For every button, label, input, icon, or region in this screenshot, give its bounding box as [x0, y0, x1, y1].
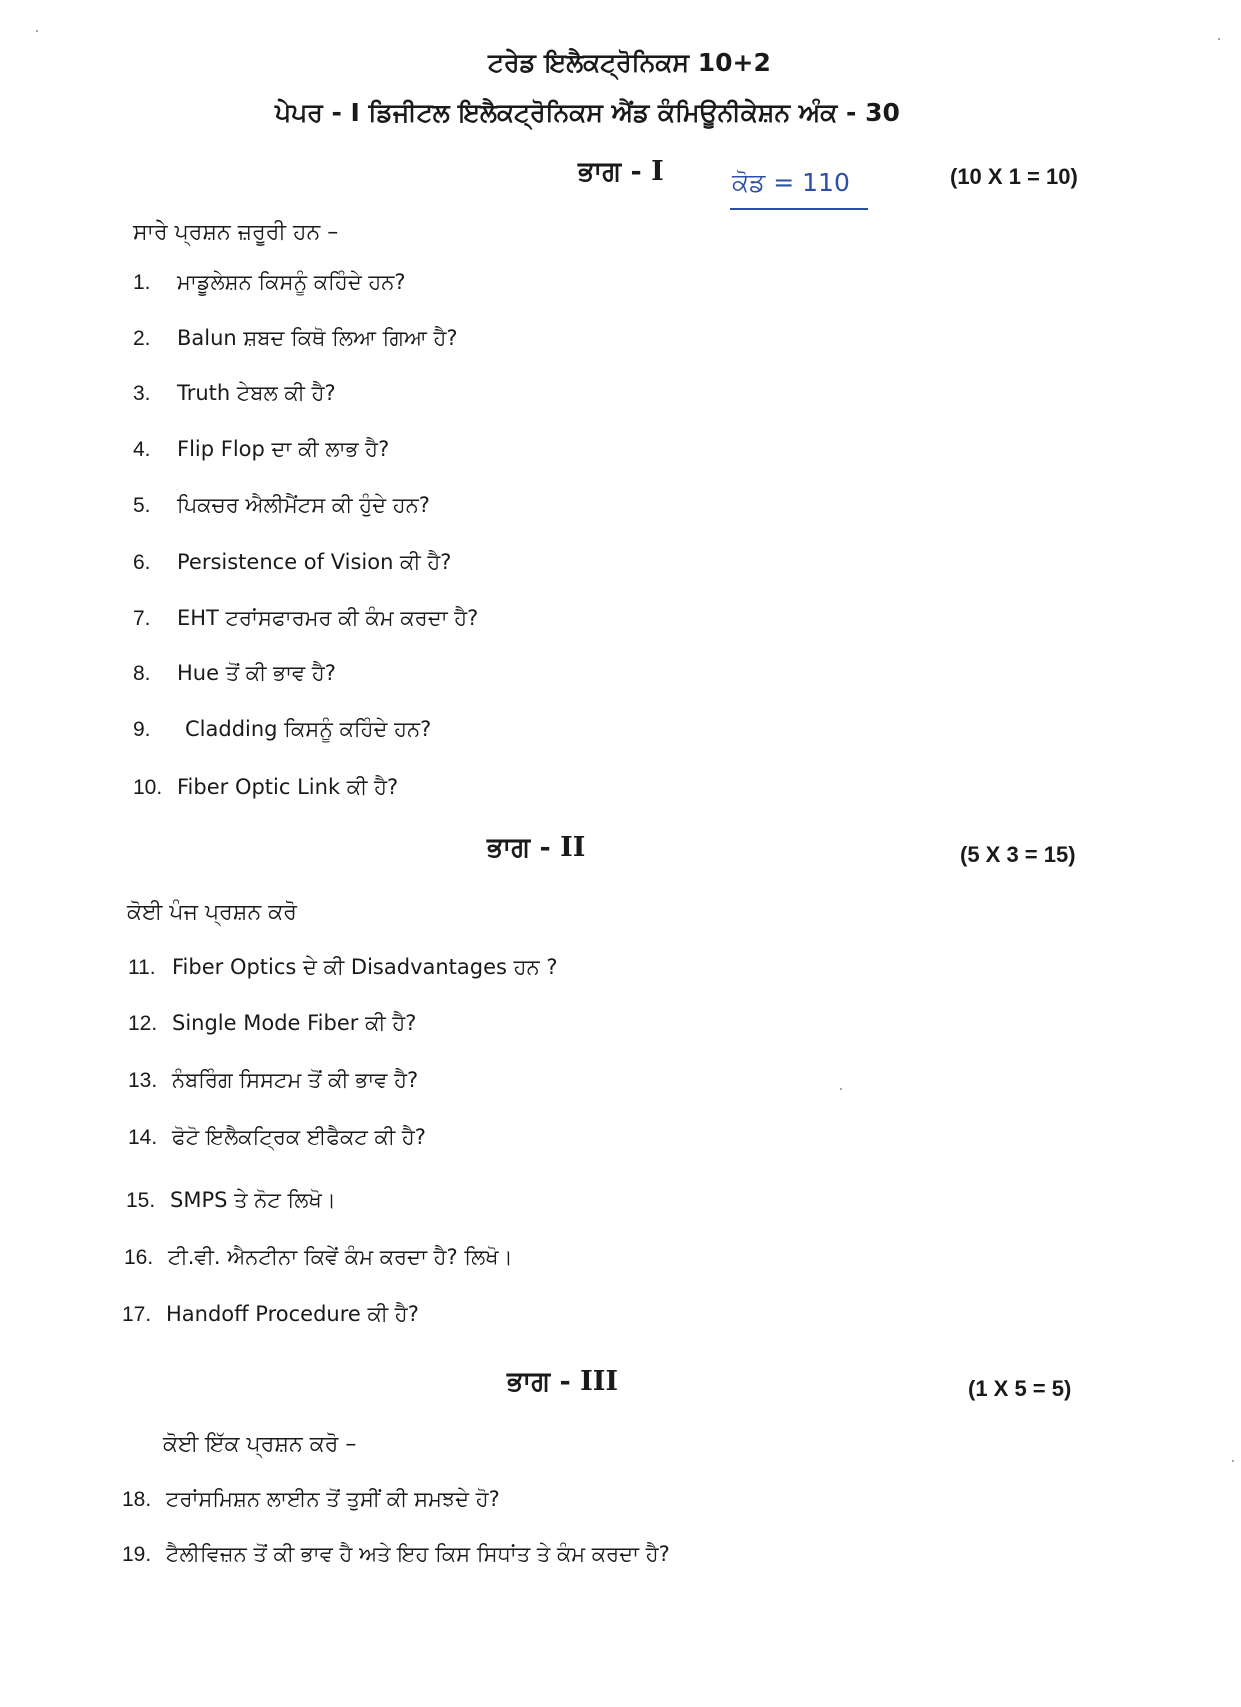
question-13: 13. ਨੰਬਰਿੰਗ ਸਿਸਟਮ ਤੋਂ ਕੀ ਭਾਵ ਹੈ? [128, 1068, 419, 1092]
scan-speck [1218, 38, 1220, 40]
question-4: 4. Flip Flop ਦਾ ਕੀ ਲਾਭ ਹੈ? [133, 437, 390, 461]
handwritten-underline [730, 208, 868, 210]
handwritten-code-note: ਕੋਡ = 110 [732, 168, 850, 197]
question-17: 17. Handoff Procedure ਕੀ ਹੈ? [122, 1302, 419, 1326]
section-instruction-part-2: ਕੋਈ ਪੰਜ ਪ੍ਰਸ਼ਨ ਕਰੋ [127, 900, 297, 925]
question-14: 14. ਫੋਟੋ ਇਲੈਕਟ੍ਰਿਕ ਈਫੈਕਟ ਕੀ ਹੈ? [128, 1125, 426, 1149]
scan-speck [1232, 1460, 1234, 1462]
paper-title: ਪੇਪਰ - I ਡਿਜੀਟਲ ਇਲੈਕਟ੍ਰੋਨਿਕਸ ਐਂਡ ਕੰਮਿਊਨੀਕੇਸ਼ਨ ਅੰਕ - 30 [275, 98, 900, 127]
question-9: 9. Cladding ਕਿਸਨੂੰ ਕਹਿੰਦੇ ਹਨ? [133, 717, 432, 741]
question-1: 1. ਮਾਡੂਲੇਸ਼ਨ ਕਿਸਨੂੰ ਕਹਿੰਦੇ ਹਨ? [133, 270, 406, 294]
question-2: 2. Balun ਸ਼ਬਦ ਕਿਥੋ ਲਿਆ ਗਿਆ ਹੈ? [133, 326, 458, 350]
question-5: 5. ਪਿਕਚਰ ਐਲੀਮੈਂਟਸ ਕੀ ਹੁੰਦੇ ਹਨ? [133, 493, 430, 517]
section-heading-part-3: ਭਾਗ - III [507, 1366, 618, 1397]
question-19: 19. ਟੈਲੀਵਿਜ਼ਨ ਤੋਂ ਕੀ ਭਾਵ ਹੈ ਅਤੇ ਇਹ ਕਿਸ ਸਿਧਾਂਤ ਤੇ ਕੰਮ ਕਰਦਾ ਹੈ? [122, 1542, 670, 1566]
section-marks-part-1: (10 X 1 = 10) [950, 164, 1078, 189]
scan-speck [840, 1088, 842, 1090]
question-16: 16. ਟੀ.ਵੀ. ਐਨਟੀਨਾ ਕਿਵੇਂ ਕੰਮ ਕਰਦਾ ਹੈ? ਲਿਖੋ। [124, 1245, 513, 1269]
question-18: 18. ਟਰਾਂਸਮਿਸ਼ਨ ਲਾਈਨ ਤੋਂ ਤੁਸੀਂ ਕੀ ਸਮਝਦੇ ਹੋ? [122, 1487, 500, 1511]
question-6: 6. Persistence of Vision ਕੀ ਹੈ? [133, 550, 452, 574]
section-heading-part-2: ਭਾਗ - II [487, 832, 586, 863]
scan-speck [36, 30, 38, 32]
question-10: 10. Fiber Optic Link ਕੀ ਹੈ? [133, 775, 399, 799]
question-8: 8. Hue ਤੋਂ ਕੀ ਭਾਵ ਹੈ? [133, 661, 336, 685]
question-12: 12. Single Mode Fiber ਕੀ ਹੈ? [128, 1011, 417, 1035]
section-heading-part-1: ਭਾਗ - I [578, 156, 664, 187]
trade-title: ਟਰੇਡ ਇਲੈਕਟ੍ਰੋਨਿਕਸ 10+2 [488, 48, 771, 77]
section-instruction-part-1: ਸਾਰੇ ਪ੍ਰਸ਼ਨ ਜ਼ਰੂਰੀ ਹਨ – [133, 220, 339, 245]
question-15: 15. SMPS ਤੇ ਨੋਟ ਲਿਖੋ। [126, 1188, 336, 1212]
question-3: 3. Truth ਟੇਬਲ ਕੀ ਹੈ? [133, 381, 336, 405]
section-marks-part-3: (1 X 5 = 5) [968, 1376, 1072, 1401]
question-11: 11. Fiber Optics ਦੇ ਕੀ Disadvantages ਹਨ ? [128, 955, 558, 979]
section-instruction-part-3: ਕੋਈ ਇੱਕ ਪ੍ਰਸ਼ਨ ਕਰੋ – [163, 1432, 357, 1457]
question-7: 7. EHT ਟਰਾਂਸਫਾਰਮਰ ਕੀ ਕੰਮ ਕਰਦਾ ਹੈ? [133, 606, 479, 630]
section-marks-part-2: (5 X 3 = 15) [960, 842, 1076, 867]
